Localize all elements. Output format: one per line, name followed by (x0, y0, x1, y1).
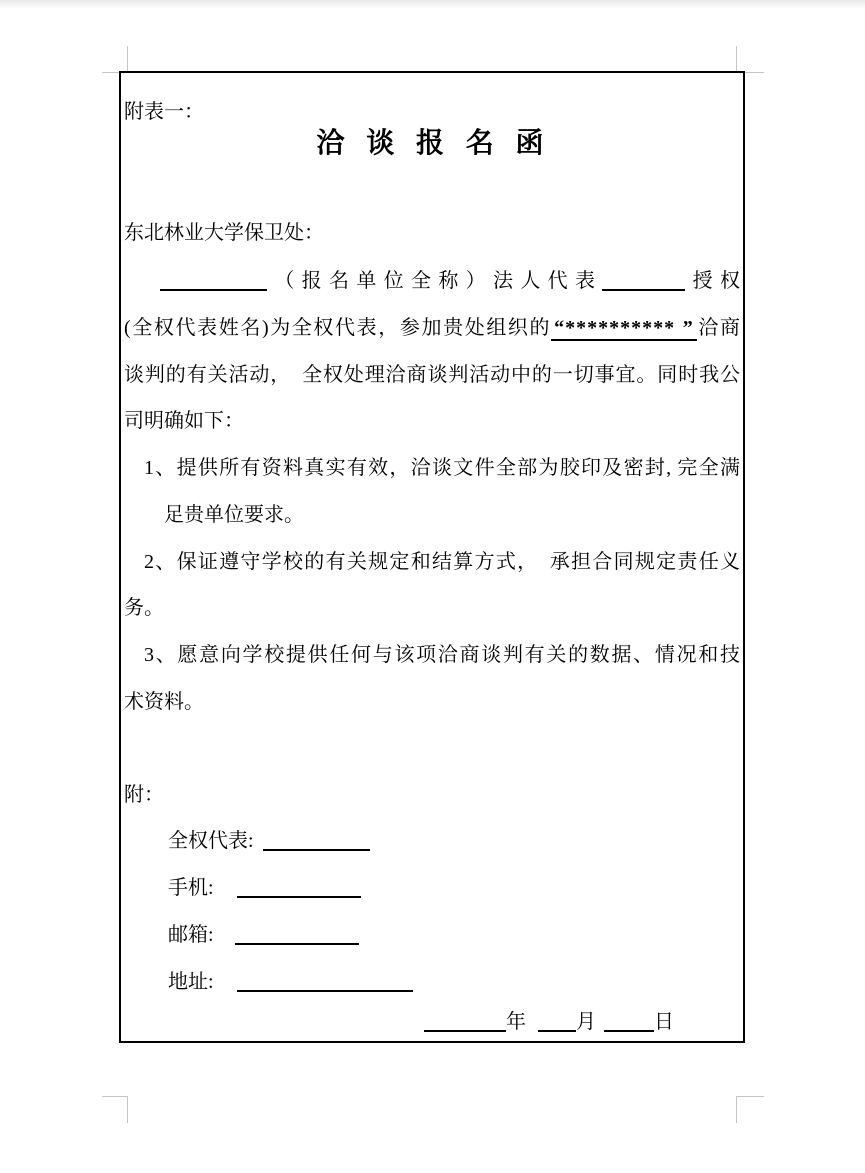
phone-label: 手机: (168, 877, 214, 899)
day-blank[interactable] (604, 1014, 654, 1032)
legal-representative-blank[interactable] (602, 273, 685, 291)
intro-line-2-tail: 洽商 (696, 317, 741, 339)
month-label: 月 (576, 1011, 596, 1033)
intro-line-4: 司明确如下： (124, 410, 244, 432)
year-label: 年 (506, 1011, 526, 1033)
unit-name-blank[interactable] (160, 273, 267, 291)
intro-line-1-text: （报名单位全称）法人代表 (267, 270, 603, 292)
representative-blank[interactable] (263, 833, 370, 851)
address-blank[interactable] (237, 974, 413, 992)
item-3-line-1: 3、愿意向学校提供任何与该项洽商谈判有关的数据、情况和技 (144, 644, 740, 666)
margin-mark-bottom-right (736, 1096, 764, 1123)
email-blank[interactable] (235, 927, 359, 945)
item-1-line-2: 足贵单位要求。 (164, 504, 304, 526)
field-address (168, 970, 740, 994)
item-2-line-1: 2、保证遵守学校的有关规定和结算方式， 承担合同规定责任义 (144, 551, 740, 573)
margin-mark-top-left (102, 46, 128, 73)
address-label: 地址: (168, 971, 214, 993)
intro-line-3: 谈判的有关活动， 全权处理洽商谈判活动中的一切事宜。同时我公 (124, 364, 740, 386)
intro-line-2-text: (全权代表姓名)为全权代表，参加贵处组织的 (124, 317, 552, 339)
item-3-line-2: 术资料。 (124, 691, 204, 713)
field-phone (168, 876, 740, 900)
margin-mark-bottom-left (102, 1096, 128, 1123)
intro-line-1 (124, 269, 740, 293)
email-label: 邮箱: (168, 924, 214, 946)
intro-line-1-tail: 授权 (685, 270, 741, 292)
item-2-line-2: 务。 (124, 597, 164, 619)
attachment-label: 附： (124, 784, 164, 806)
phone-blank[interactable] (237, 880, 361, 898)
document-title: 洽 谈 报 名 函 (316, 127, 548, 158)
margin-mark-top-right (736, 46, 764, 73)
day-label: 日 (654, 1011, 674, 1033)
page-top-edge (0, 0, 865, 9)
item-1-line-1: 1、提供所有资料真实有效，洽谈文件全部为胶印及密封, 完全满 (144, 457, 740, 479)
intro-line-2 (124, 316, 740, 340)
project-name-blank[interactable]: “********** ” (551, 317, 697, 341)
field-representative (168, 829, 740, 853)
representative-label: 全权代表: (168, 830, 254, 852)
salutation: 东北林业大学保卫处： (124, 222, 324, 244)
appendix-label: 附表一： (124, 101, 204, 123)
month-blank[interactable] (538, 1014, 576, 1032)
field-email (168, 923, 740, 947)
date-line (124, 1010, 674, 1034)
year-blank[interactable] (424, 1014, 506, 1032)
